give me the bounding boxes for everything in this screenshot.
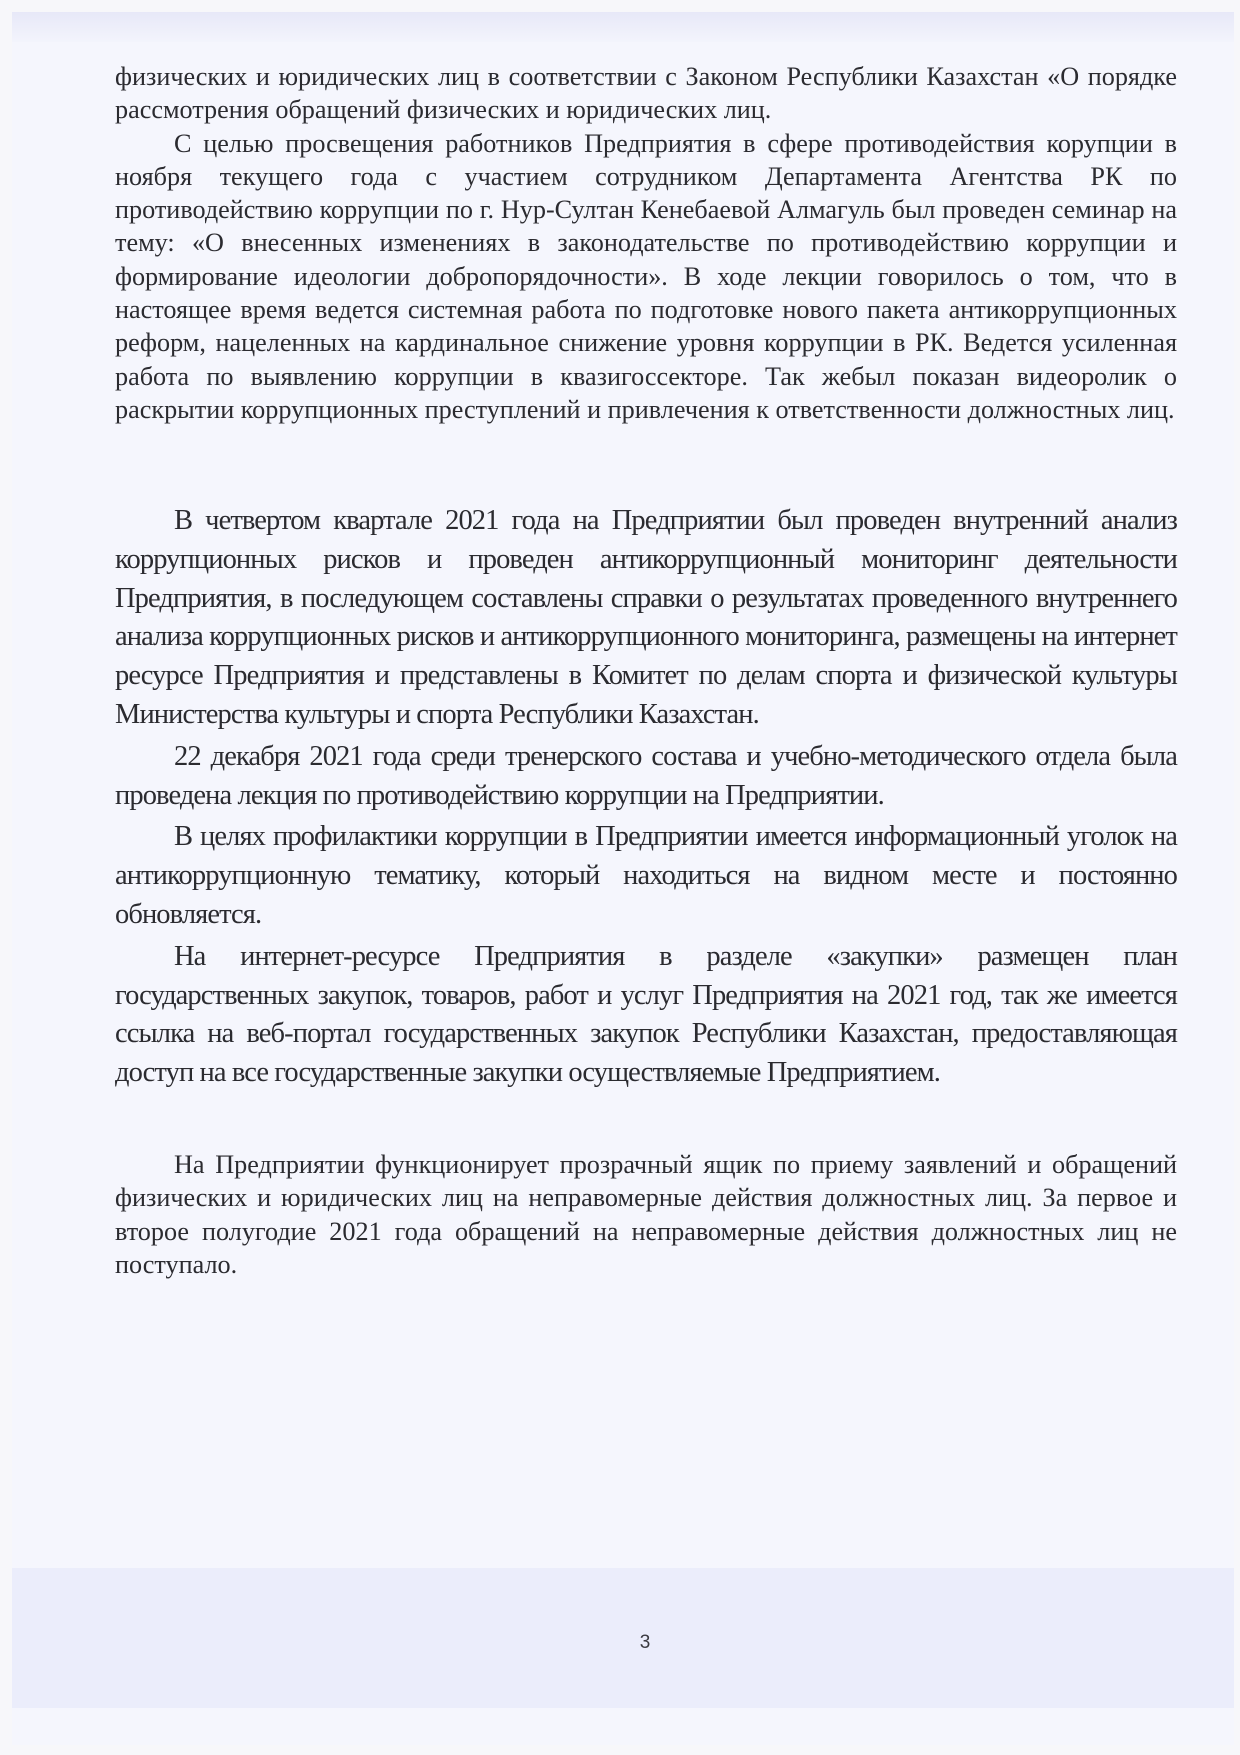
body-text-block-1 [115,60,1177,426]
scan-band-top [12,12,1234,42]
paragraph-procurement: На интернет-ресурсе Предприятия в разделе «закупки» размещен план государственных закупок, товаров, работ и услуг Предприятия на 2021 год, так же имеется ссылка на веб-портал государственных закупок Республики Казахстан, предоставляющая доступ на все государственные закупки осуществляемые Предприятием. [115,940,1177,1089]
body-text-block-2 [115,502,1177,1096]
paragraph-lecture: 22 декабря 2021 года среди тренерского состава и учебно-методического отдела была проведена лекция по противодействию коррупции на Предприятии. [115,740,1177,811]
paragraph-continuation: физических и юридических лиц в соответствии с Законом Республики Казахстан «О порядке рассмотрения обращений физических и юридических лиц. [115,62,1177,125]
paragraph-info-corner: В целях профилактики коррупции в Предприятии имеется информационный уголок на антикоррупционную тематику, который находиться на видном месте и постоянно обновляется. [115,821,1177,930]
page-number: 3 [639,1632,651,1653]
paragraph-transparent-box: На Предприятии функционирует прозрачный ящик по приему заявлений и обращений физических и юридических лиц на неправомерные действия должностных лиц. За первое и второе полугодие 2021 года обращений на неправомерные действия должностных лиц не поступало. [115,1150,1177,1279]
paragraph-seminar: С целью просвещения работников Предприятия в сфере противодействия корупции в ноября текущего года с участием сотрудником Департамента Агентства РК по противодействию коррупции по г. Нур-Султан Кенебаевой Алмагуль был проведен семинар на тему: «О внесенных изменениях в законодательстве по противодействию коррупции и формирование идеологии добропорядочности». В ходе лекции говорилось о том, что в настоящее время ведется системная работа по подготовке нового пакета антикоррупционных реформ, нацеленных на кардинальное снижение уровня коррупции в РК. Ведется усиленная работа по выявлению коррупции в квазигоссекторе. Так жебыл показан видеоролик о раскрытии коррупционных преступлений и привлечения к ответственности должностных лиц. [115,128,1177,424]
paragraph-risk-analysis: В четвертом квартале 2021 года на Предприятии был проведен внутренний анализ коррупционных рисков и проведен антикоррупционный мониторинг деятельности Предприятия, в последующем составлены справки о результатах проведенного внутреннего анализа коррупционных рисков и антикоррупционного мониторинга, размещены на интернет ресурсе Предприятия и представлены в Комитет по делам спорта и физической культуры Министерства культуры и спорта Республики Казахстан. [115,505,1177,730]
body-text-block-3 [115,1148,1177,1281]
